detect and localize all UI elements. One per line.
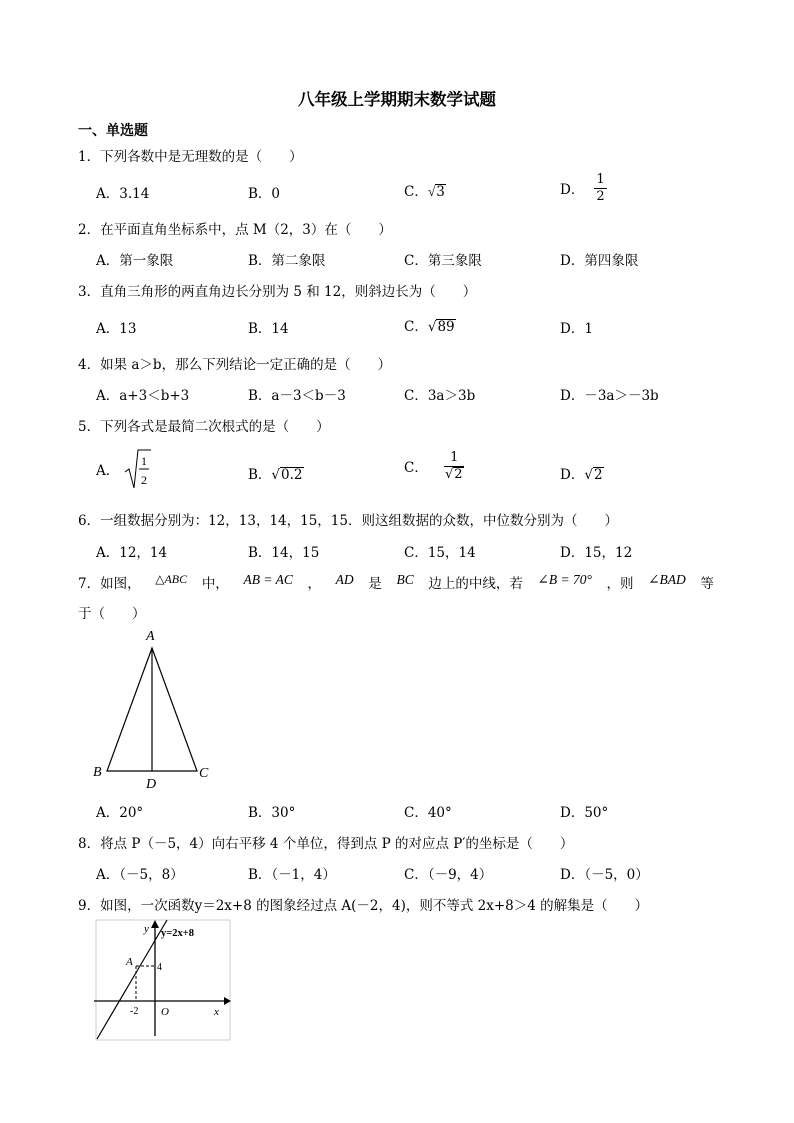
option-7b[interactable]: B．30° [248, 805, 296, 821]
question-6: 6．一组数据分别为：12，13，14，15，15．则这组数据的众数，中位数分别为（ ） [78, 513, 618, 529]
point-d-label: D [146, 777, 157, 792]
point-a-label: A [126, 956, 133, 968]
option-2d[interactable]: D．第四象限 [560, 253, 639, 269]
question-7: 7．如图， △ABC 中， AB = AC ， AD 是 BC 边上的中线，若 ∠B = 70° ，则 ∠BAD 等 [78, 572, 714, 592]
question-8: 8．将点 P（－5，4）向右平移 4 个单位，得到点 P 的对应点 P′的坐标是（ ） [78, 836, 574, 852]
option-5b[interactable]: B．√0.2 [248, 467, 303, 483]
y-axis-arrow-icon [151, 920, 159, 928]
option-1b[interactable]: B．0 [248, 186, 281, 202]
option-4c[interactable]: C．3a＞3b [404, 388, 476, 404]
option-5d[interactable]: D．√2 [560, 467, 603, 483]
svg-text:1: 1 [140, 454, 147, 468]
option-7d[interactable]: D．50° [560, 805, 609, 821]
section-heading: 一、单选题 [78, 123, 148, 139]
option-1a[interactable]: A．3.14 [96, 186, 150, 202]
question-3: 3．直角三角形的两直角边长分别为 5 和 12，则斜边长为（ ） [78, 284, 477, 300]
vertex-c-label: C [199, 766, 209, 781]
question-9: 9．如图，一次函数y＝2x+8 的图象经过点 A(－2，4)，则不等式 2x+8＞4 的解集是（ ） [78, 898, 649, 914]
option-7c[interactable]: C．40° [404, 805, 452, 821]
option-2a[interactable]: A．第一象限 [96, 253, 174, 269]
sqrt-fraction-icon [124, 448, 152, 490]
question-7-cont: 于（ ） [78, 606, 146, 622]
option-8b[interactable]: B．（－1，4） [248, 867, 336, 883]
x-axis-label: x [214, 1006, 219, 1018]
option-2c[interactable]: C．第三象限 [404, 253, 482, 269]
option-6a[interactable]: A．12，14 [96, 545, 168, 561]
option-8a[interactable]: A．（－5，8） [96, 867, 184, 883]
option-6c[interactable]: C．15，14 [404, 545, 476, 561]
line-equation-label: y=2x+8 [161, 928, 194, 939]
option-3d[interactable]: D．1 [560, 321, 593, 337]
option-3c[interactable]: C．√89 [404, 319, 455, 335]
option-4d[interactable]: D．－3a＞－3b [560, 388, 659, 404]
option-1c[interactable]: C．√3 [404, 184, 445, 200]
option-3b[interactable]: B．14 [248, 321, 289, 337]
question-2: 2．在平面直角坐标系中，点 M（2，3）在（ ） [78, 222, 392, 238]
option-6d[interactable]: D．15，12 [560, 545, 633, 561]
option-4a[interactable]: A．a+3＜b+3 [96, 388, 190, 404]
y-tick-4-label: 4 [157, 962, 162, 973]
option-5c[interactable]: C． $\frac{1}{√2}$ [404, 450, 463, 482]
option-5a[interactable]: A． 1 2 [96, 448, 152, 490]
option-4b[interactable]: B．a－3＜b－3 [248, 388, 346, 404]
option-6b[interactable]: B．14，15 [248, 545, 320, 561]
origin-label: O [161, 1006, 169, 1018]
option-8c[interactable]: C．（－9，4） [404, 867, 493, 883]
svg-text:2: 2 [140, 473, 147, 487]
vertex-b-label: B [93, 765, 102, 780]
triangle-figure [88, 624, 218, 792]
question-4: 4．如果 a＞b，那么下列结论一定正确的是（ ） [78, 357, 392, 373]
option-3a[interactable]: A．13 [96, 321, 137, 337]
option-1d[interactable]: D． $\frac{1}{2}$ [560, 172, 605, 204]
option-7a[interactable]: A．20° [96, 805, 144, 821]
y-axis-label: y [144, 923, 149, 935]
x-tick-minus2-label: -2 [130, 1006, 139, 1017]
option-2b[interactable]: B．第二象限 [248, 253, 326, 269]
question-5: 5．下列各式是最简二次根式的是（ ） [78, 419, 330, 435]
question-1: 1．下列各数中是无理数的是（ ） [78, 149, 303, 165]
vertex-a-label: A [146, 629, 155, 644]
page-title: 八年级上学期期末数学试题 [298, 90, 496, 109]
linear-function-graph [92, 918, 232, 1043]
option-8d[interactable]: D．（－5，0） [560, 867, 649, 883]
